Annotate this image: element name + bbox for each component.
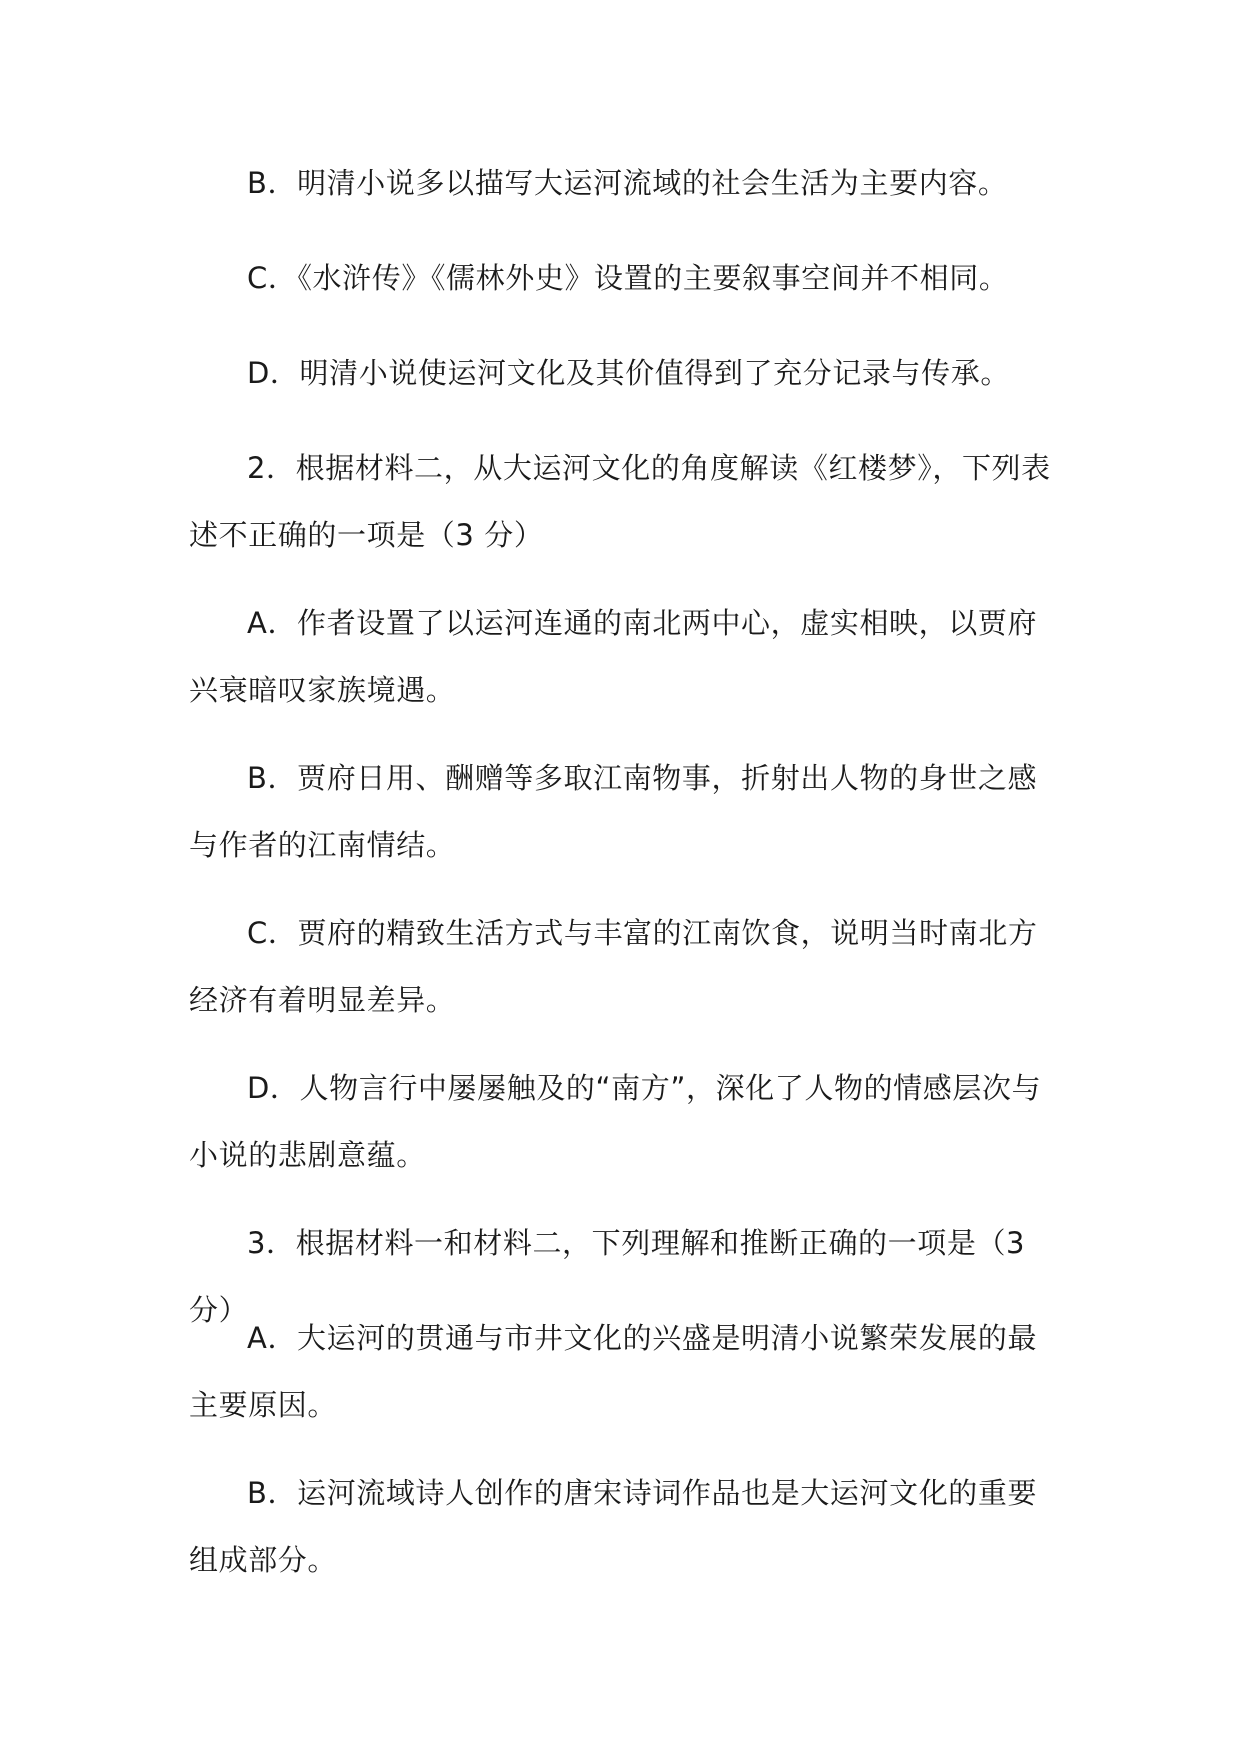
question-3: 3．根据材料一和材料二，下列理解和推断正确的一项是（3 分） bbox=[189, 1226, 1026, 1327]
option-b-q3: B．运河流域诗人创作的唐宋诗词作品也是大运河文化的重要组成部分。 bbox=[189, 1476, 1038, 1577]
option-b-q2: B．贾府日用、酬赠等多取江南物事，折射出人物的身世之感与作者的江南情结。 bbox=[189, 761, 1038, 862]
option-c-q2: C．贾府的精致生活方式与丰富的江南饮食，说明当时南北方经济有着明显差异。 bbox=[189, 916, 1038, 1017]
question-2: 2．根据材料二，从大运河文化的角度解读《红楼梦》，下列表述不正确的一项是（3 分） bbox=[189, 451, 1051, 552]
option-c-q1: C．《水浒传》《儒林外史》设置的主要叙事空间并不相同。 bbox=[247, 261, 1009, 295]
option-a-q3: A．大运河的贯通与市井文化的兴盛是明清小说繁荣发展的最主要原因。 bbox=[189, 1321, 1038, 1422]
option-d-q2: D．人物言行中屡屡触及的“南方”，深化了人物的情感层次与小说的悲剧意蕴。 bbox=[189, 1071, 1042, 1172]
option-a-q2: A．作者设置了以运河连通的南北两中心，虚实相映，以贾府兴衰暗叹家族境遇。 bbox=[189, 606, 1038, 707]
option-b-q1: B．明清小说多以描写大运河流域的社会生活为主要内容。 bbox=[247, 166, 1008, 200]
option-d-q1: D．明清小说使运河文化及其价值得到了充分记录与传承。 bbox=[247, 356, 1010, 390]
